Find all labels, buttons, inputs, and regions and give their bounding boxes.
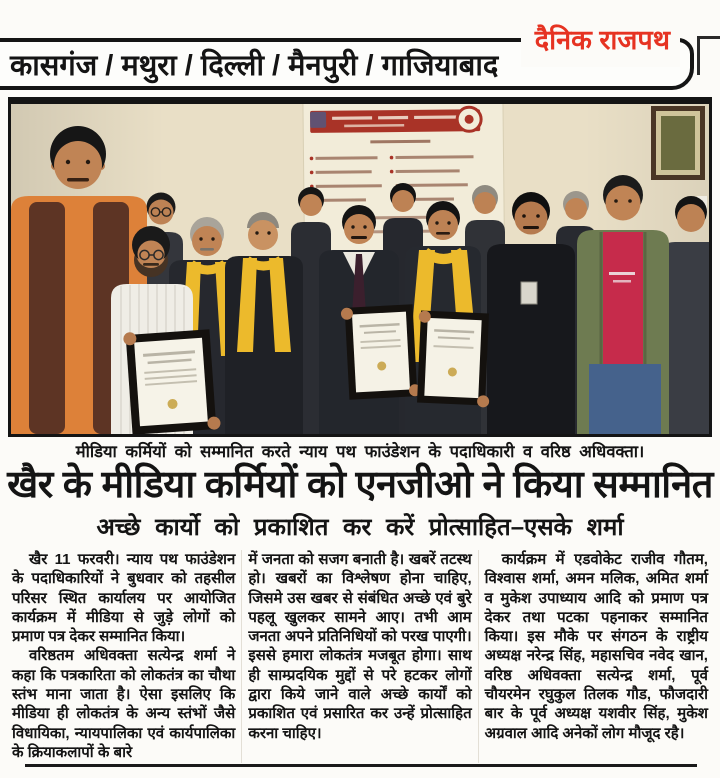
news-photo <box>8 97 712 437</box>
region-band-label: कासगंज / मथुरा / दिल्ली / मैनपुरी / गाजियाबाद <box>10 49 499 82</box>
paragraph: खैर 11 फरवरी। न्याय पथ फाउंडेशन के पदाधिकारियों ने बुधवार को तहसील परिसर स्थित कार्यालय पर आयोजित कार्यक्रम में मीडिया से जुड़े लोगों को प्रमाण पत्र देकर सम्मानित किया। <box>12 551 236 646</box>
masthead-title: दैनिक राजपथ <box>521 18 680 67</box>
certificate-frame-right <box>415 310 493 407</box>
news-photo-scene <box>11 104 709 434</box>
article-column-2 <box>241 550 477 763</box>
photo-caption: मीडिया कर्मियों को सम्मानित करते न्याय पथ फाउंडेशन के पदाधिकारी व वरिष्ठ अधिवक्ता। <box>75 443 645 461</box>
subheadline: अच्छे कार्यो को प्रकाशित कर करें प्रोत्साहित–एसके शर्मा <box>96 514 624 541</box>
certificate-frame-center <box>341 304 422 400</box>
bottom-rule <box>25 764 697 767</box>
headline: खैर के मीडिया कर्मियों को एनजीओ ने किया सम्मानित <box>7 464 713 506</box>
jeans <box>589 364 661 434</box>
chest-badge <box>521 282 537 304</box>
paragraph: कार्यक्रम में एडवोकेट राजीव गौतम, विश्वास शर्मा, अमन मलिक, अमित शर्मा व मुकेश उपाध्याय आदि को प्रमाण पत्र देकर तथा पटका पहनाकर सम्मानित किया। इस मौके पर संगठन के राष्ट्रीय अध्यक्ष नरेन्द्र सिंह, महासचिव नवेद खान, वरिष्ठ अधिवक्ता सत्येन्द्र शर्मा, पूर्व चौयरमेन रघुकुल तिलक गौड, फौजदारी बार के पूर्व अध्यक्ष यशवीर सिंह, मुकेश अग्रवाल आदि अनेकों लोग मौजूद रहै। <box>484 551 708 742</box>
paragraph: वरिष्ठतम अधिवक्ता सत्येन्द्र शर्मा ने कहा कि पत्रकारिता को लोकतंत्र का चौथा स्तंभ माना जाता है। ऐसा इसलिए कि मीडिया ही लोकतंत्र के अन्य स्तंभों जैसे विधायिका, न्यायपालिका एवं कार्यपालिका के क्रियाकलापों के बारे <box>12 647 236 761</box>
certificate-frame-left <box>123 326 221 434</box>
paragraph: में जनता को सजग बनाती है। खबरें तटस्थ हो। खबरों का विश्लेषण होना चाहिए, जिसमे उस खबर से संबंधित अच्छे एवं बुरे पहलू खुलकर सामने आए। तभी आम जनता अपने प्रतिनिधियों को परख पाएगी। इससे हमारा लोकतंत्र मजबूत होगा। साथ ही साम्प्रदयिक मुद्दों से परे हटकर लोगों द्वारा किये जाने वाले अच्छे कार्यों को प्रकाशित एवं प्रसारित कर उन्हें प्रोत्साहित करना चाहिए। <box>248 551 472 742</box>
article-body <box>6 550 714 763</box>
corner-rule-mark <box>697 36 720 75</box>
wall-picture-frame <box>651 106 705 180</box>
article-column-3 <box>478 550 714 763</box>
article-column-1 <box>6 550 241 763</box>
